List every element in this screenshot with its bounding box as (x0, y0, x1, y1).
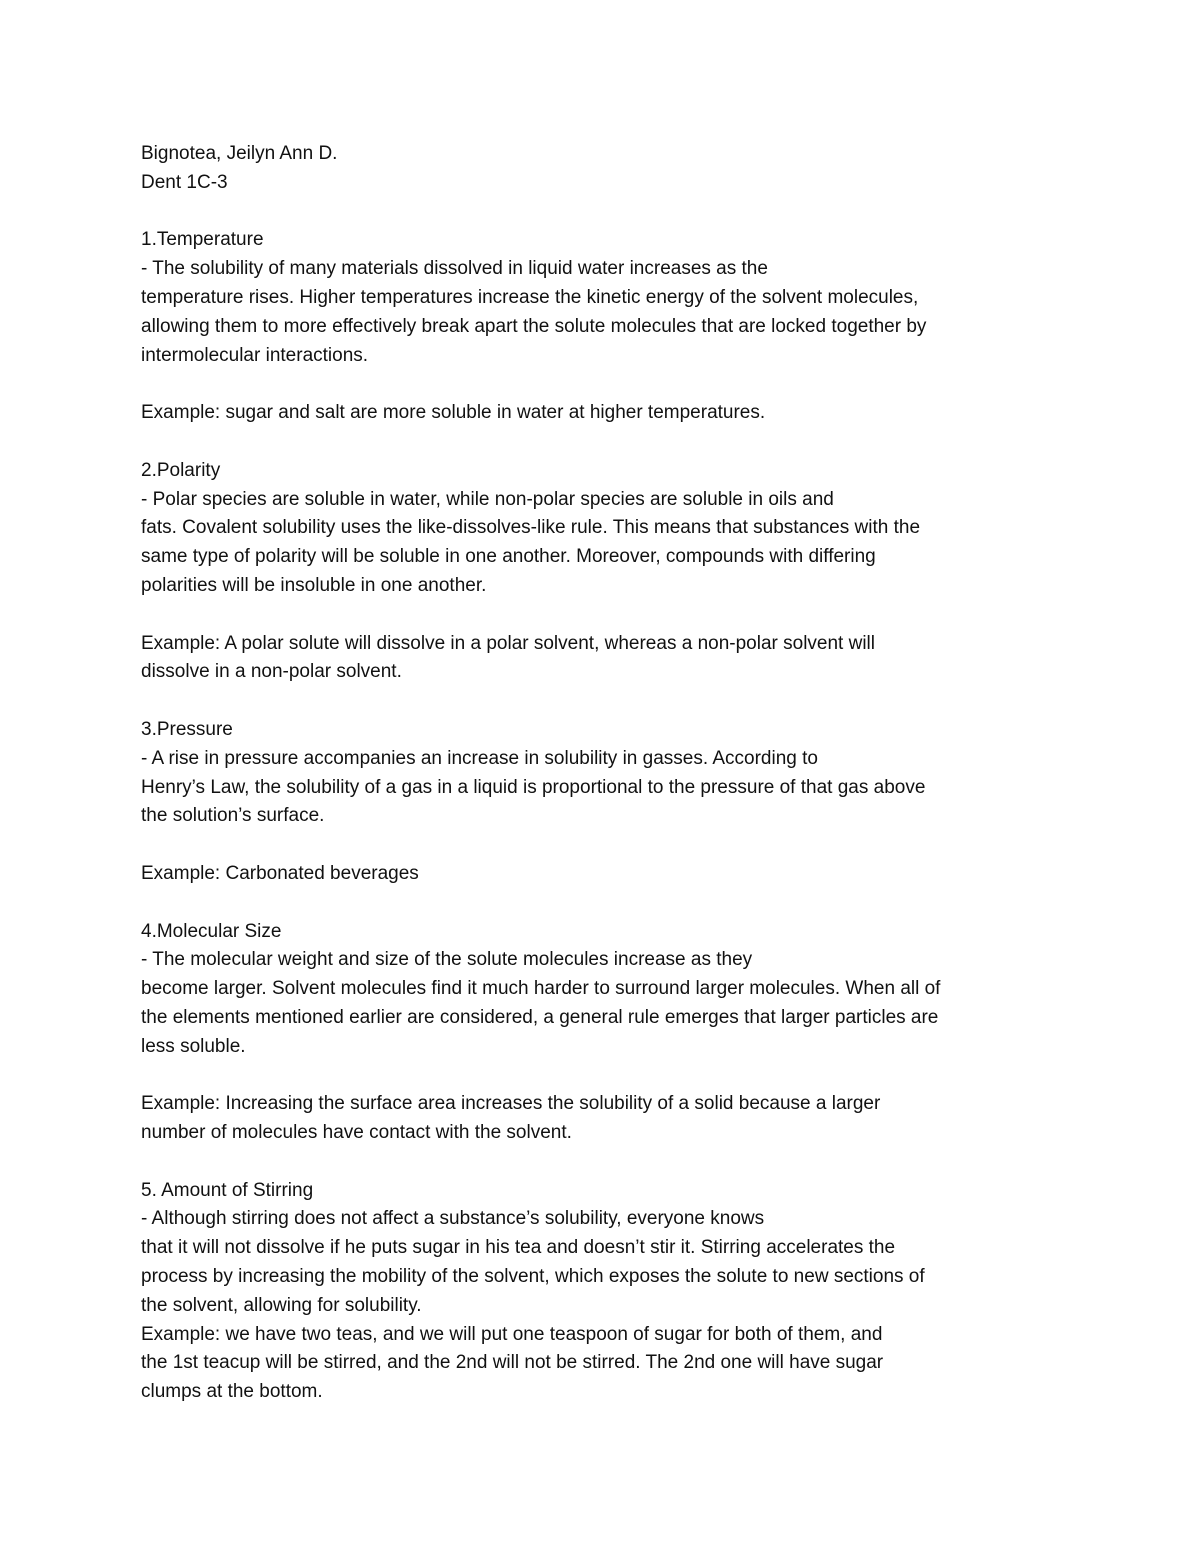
section-heading: 4.Molecular Size (141, 920, 282, 942)
example-line: Example: Increasing the surface area increases the solubility of a solid because a larger (141, 1093, 881, 1115)
section-molecular-size (141, 918, 1071, 1148)
body-line: the solvent, allowing for solubility. (141, 1294, 422, 1316)
spacer (141, 428, 1071, 457)
example-line: clumps at the bottom. (141, 1381, 323, 1403)
spacer (141, 198, 1071, 227)
body-line: allowing them to more effectively break apart the solute molecules that are locked together by (141, 315, 927, 337)
section-pressure (141, 716, 1071, 889)
body-line: that it will not dissolve if he puts sugar in his tea and doesn’t stir it. Stirring accelerates the (141, 1237, 896, 1259)
section-temperature (141, 226, 1071, 428)
body-line: less soluble. (141, 1035, 246, 1057)
body-line: become larger. Solvent molecules find it much harder to surround larger molecules. When all of (141, 978, 941, 1000)
section-heading: 2.Polarity (141, 459, 221, 481)
spacer (141, 687, 1071, 716)
body-line: process by increasing the mobility of the solvent, which exposes the solute to new sections of (141, 1266, 925, 1288)
example-line: Example: Carbonated beverages (141, 862, 419, 884)
body-line: - A rise in pressure accompanies an increase in solubility in gasses. According to (141, 747, 818, 769)
document-body (141, 140, 1071, 1407)
body-line: fats. Covalent solubility uses the like-dissolves-like rule. This means that substances with the (141, 517, 921, 539)
spacer (141, 1062, 1071, 1091)
example-line: number of molecules have contact with the solvent. (141, 1122, 572, 1144)
section-polarity (141, 457, 1071, 687)
example-line: the 1st teacup will be stirred, and the 2nd will not be stirred. The 2nd one will have sugar (141, 1352, 884, 1374)
example-line: Example: we have two teas, and we will put one teaspoon of sugar for both of them, and (141, 1323, 883, 1345)
section-heading: 1.Temperature (141, 229, 264, 251)
body-line: - The molecular weight and size of the solute molecules increase as they (141, 949, 753, 971)
spacer (141, 889, 1071, 918)
body-line: the elements mentioned earlier are considered, a general rule emerges that larger particles are (141, 1006, 939, 1028)
body-line: Henry’s Law, the solubility of a gas in a liquid is proportional to the pressure of that gas above (141, 776, 926, 798)
spacer (141, 831, 1071, 860)
body-line: intermolecular interactions. (141, 344, 369, 366)
body-line: - Although stirring does not affect a substance’s solubility, everyone knows (141, 1208, 765, 1230)
body-line: polarities will be insoluble in one another. (141, 574, 487, 596)
body-line: - The solubility of many materials dissolved in liquid water increases as the (141, 258, 768, 280)
author-name: Bignotea, Jeilyn Ann D. (141, 143, 338, 164)
section-heading: 3.Pressure (141, 718, 233, 740)
example-line: dissolve in a non-polar solvent. (141, 661, 402, 683)
body-line: same type of polarity will be soluble in one another. Moreover, compounds with differing (141, 546, 876, 568)
body-line: - Polar species are soluble in water, while non-polar species are soluble in oils and (141, 488, 834, 510)
example-line: Example: sugar and salt are more soluble in water at higher temperatures. (141, 402, 766, 424)
section-heading: 5. Amount of Stirring (141, 1179, 314, 1201)
section-amount-of-stirring (141, 1177, 1071, 1407)
example-line: Example: A polar solute will dissolve in a polar solvent, whereas a non-polar solvent will (141, 632, 875, 654)
body-line: the solution’s surface. (141, 805, 325, 827)
body-line: temperature rises. Higher temperatures increase the kinetic energy of the solvent molecules, (141, 286, 919, 308)
spacer (141, 601, 1071, 630)
spacer (141, 1148, 1071, 1177)
class-section: Dent 1C-3 (141, 171, 228, 193)
spacer (141, 370, 1071, 399)
